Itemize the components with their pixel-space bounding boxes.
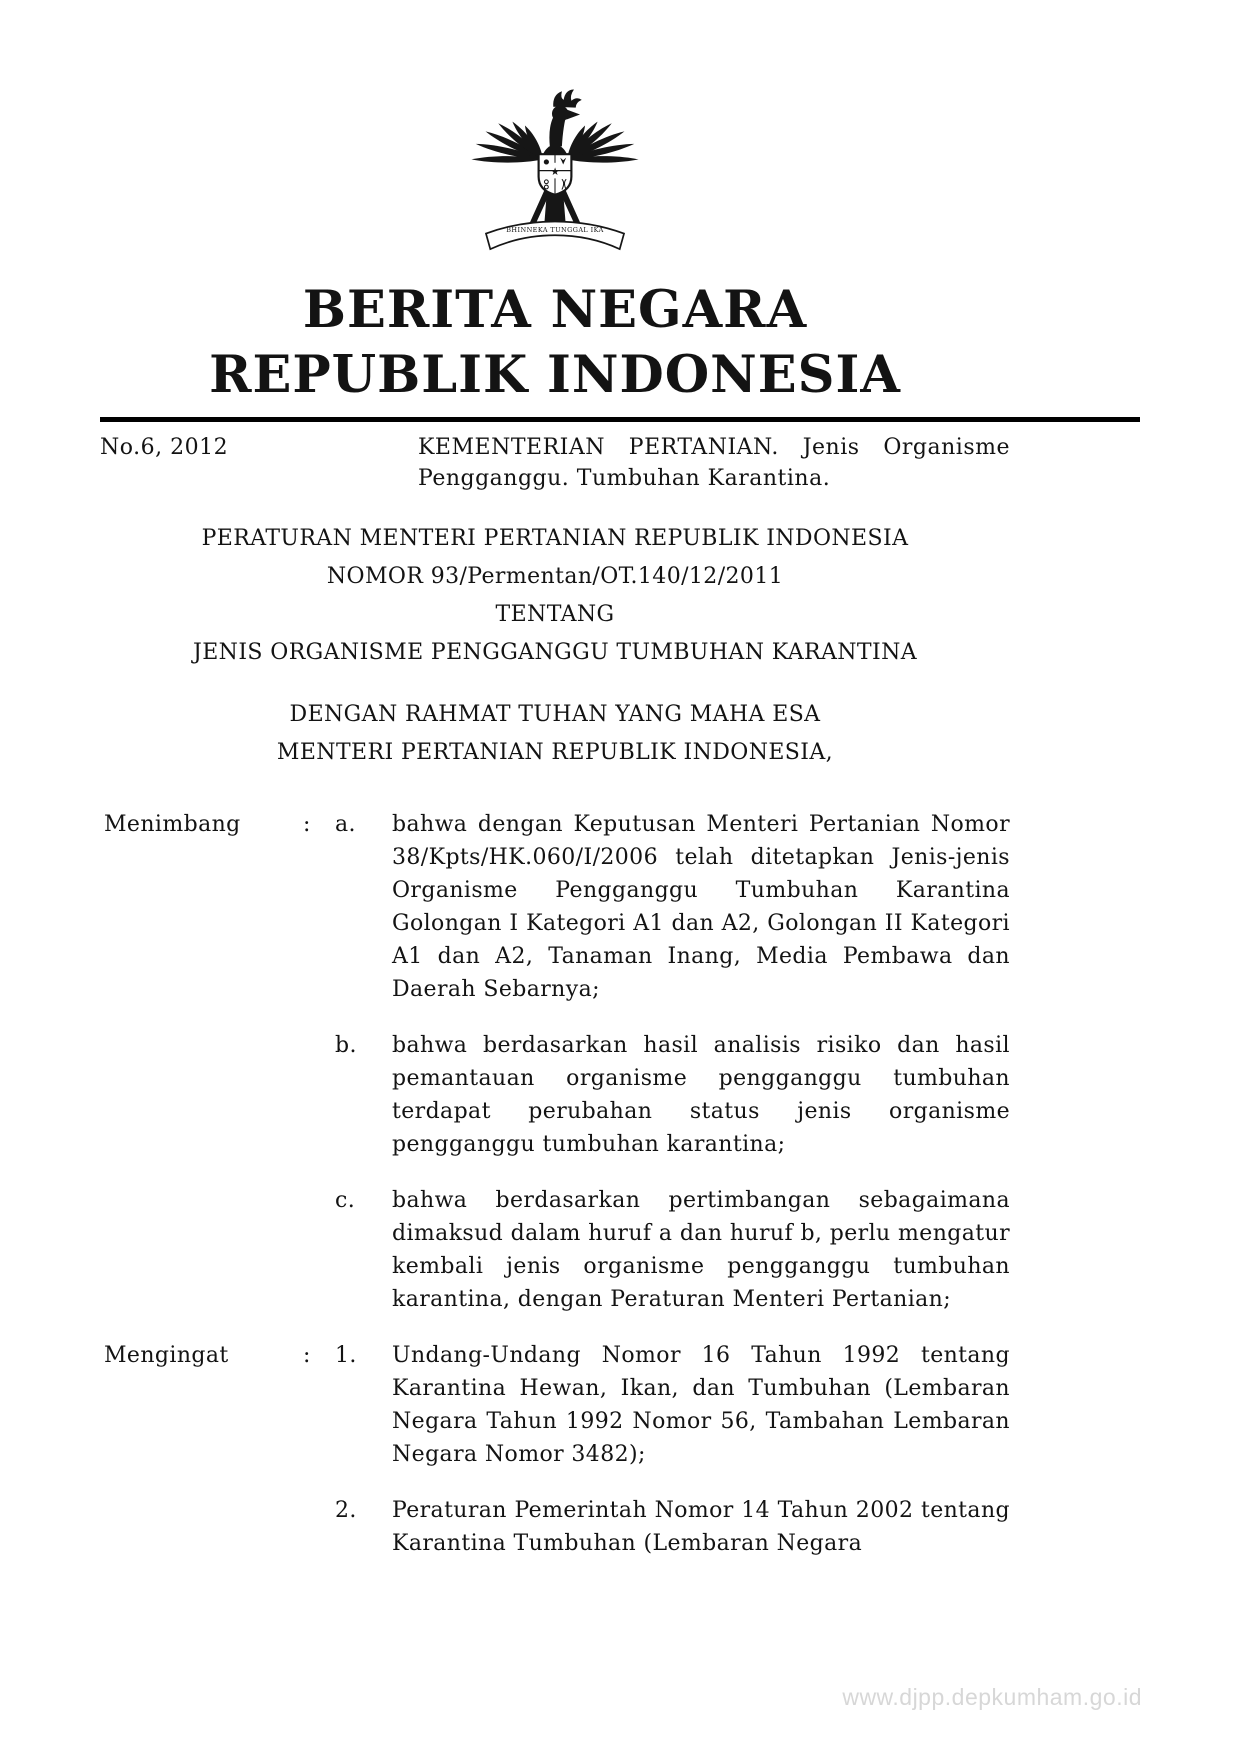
clause-mengingat-2	[100, 1494, 1010, 1560]
clauses	[100, 808, 1010, 1560]
invocation-line2: MENTERI PERTANIAN REPUBLIK INDONESIA,	[276, 740, 834, 765]
regulation-number-line: NOMOR 93/Permentan/OT.140/12/2011	[326, 564, 784, 589]
section-label-empty	[100, 1029, 303, 1161]
right-wing	[564, 120, 638, 163]
emblem-motto: BHINNEKA TUNGGAL IKA	[506, 225, 604, 234]
section-label-menimbang: Menimbang	[104, 812, 241, 837]
masthead-rule	[100, 417, 1140, 422]
watermark: www.djpp.depkumham.go.id	[842, 1684, 1142, 1710]
item-marker: a.	[335, 812, 356, 837]
masthead-title-line1: BERITA NEGARA	[302, 280, 808, 340]
regulation-subject-line: JENIS ORGANISME PENGGANGGU TUMBUHAN KARANTINA	[192, 640, 918, 665]
clause-mengingat-1	[100, 1339, 1010, 1471]
masthead-title-line2: REPUBLIK INDONESIA	[209, 345, 901, 405]
item-marker: b.	[335, 1033, 357, 1058]
item-marker: 2.	[335, 1498, 357, 1523]
item-marker: c.	[335, 1188, 356, 1213]
subject-line2: Pengganggu. Tumbuhan Karantina.	[418, 466, 831, 491]
pancasila-shield	[539, 154, 572, 195]
masthead	[100, 278, 1010, 408]
item-text: bahwa dengan Keputusan Menteri Pertanian Nomor 38/Kpts/HK.060/I/2006 telah ditetapkan Jenis-jenis Organisme Pengganggu Tumbuhan Karantina Golongan I Kategori A1 dan A2, Golongan II Kategori A1 dan A2, Tanaman Inang, Media Pembawa dan Daerah Sebarnya;	[392, 812, 1010, 1002]
subject-line1: KEMENTERIAN PERTANIAN. Jenis Organisme	[418, 435, 1010, 460]
section-separator-empty	[303, 1029, 335, 1161]
item-text: Undang-Undang Nomor 16 Tahun 1992 tentang Karantina Hewan, Ikan, dan Tumbuhan (Lembaran Negara Tahun 1992 Nomor 56, Tambahan Lembaran Negara Nomor 3482);	[392, 1343, 1010, 1467]
clause-menimbang-c	[100, 1184, 1010, 1316]
print-area	[100, 432, 1010, 1560]
section-separator: :	[303, 812, 311, 837]
head	[552, 105, 568, 121]
section-label-empty	[100, 1184, 303, 1316]
garuda-svg	[467, 84, 643, 252]
section-separator: :	[303, 1343, 311, 1368]
regulation-tentang-line: TENTANG	[495, 602, 615, 627]
section-label-empty	[100, 1494, 303, 1560]
issue-number: No.6, 2012	[100, 435, 229, 460]
beak	[566, 109, 580, 119]
crest	[553, 89, 582, 107]
neck	[549, 117, 565, 146]
item-marker: 1.	[335, 1343, 357, 1368]
motto-banner	[486, 221, 624, 249]
shield-star-icon: ★	[550, 165, 560, 178]
garuda-pancasila-emblem	[467, 84, 643, 252]
issue-row	[100, 432, 1010, 494]
item-text: bahwa berdasarkan pertimbangan sebagaimana dimaksud dalam huruf a dan huruf b, perlu mengatur kembali jenis organisme pengganggu tumbuhan karantina, dengan Peraturan Menteri Pertanian;	[392, 1188, 1010, 1312]
section-separator-empty	[303, 1494, 335, 1560]
item-text: bahwa berdasarkan hasil analisis risiko dan hasil pemantauan organisme pengganggu tumbuhan terdapat perubahan status jenis organisme pengganggu tumbuhan karantina;	[392, 1033, 1010, 1157]
clause-menimbang-b	[100, 1029, 1010, 1161]
left-wing	[471, 120, 545, 163]
subject-block	[418, 432, 1010, 494]
invocation-block	[100, 696, 1010, 772]
section-label-mengingat: Mengingat	[104, 1343, 229, 1368]
clause-menimbang-a	[100, 808, 1010, 1006]
invocation-line1: DENGAN RAHMAT TUHAN YANG MAHA ESA	[289, 702, 821, 727]
regulation-title-line1: PERATURAN MENTERI PERTANIAN REPUBLIK INDONESIA	[201, 526, 909, 551]
section-separator-empty	[303, 1184, 335, 1316]
item-text: Peraturan Pemerintah Nomor 14 Tahun 2002 tentang Karantina Tumbuhan (Lembaran Negara	[392, 1498, 1010, 1556]
regulation-title-block	[100, 520, 1010, 672]
